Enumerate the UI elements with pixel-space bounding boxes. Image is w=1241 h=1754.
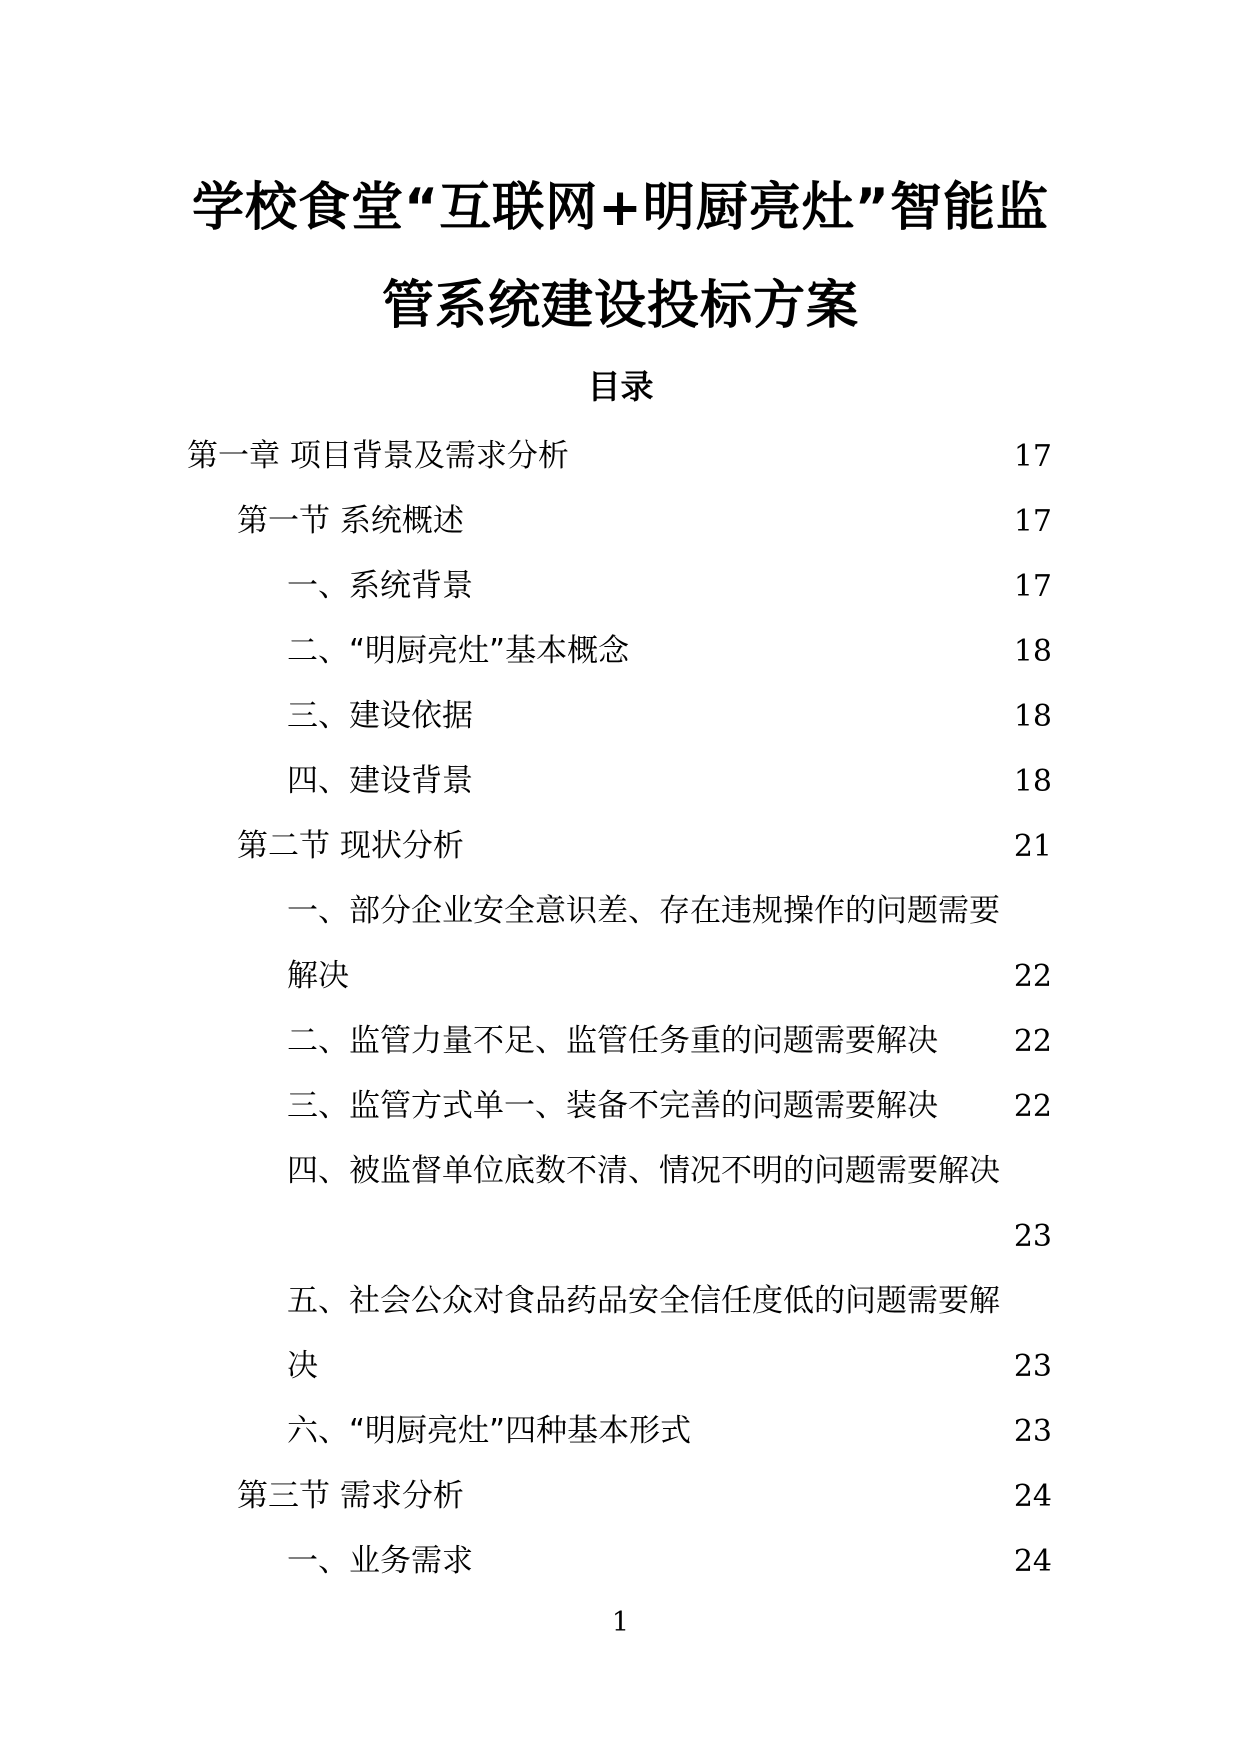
toc-entry-page: 18 [1013,699,1052,734]
toc-entry-text: 二、监管力量不足、监管任务重的问题需要解决 [287,1023,938,1059]
toc-entry-page: 17 [1013,504,1052,539]
toc-entry-page: 22 [1013,959,1052,994]
toc-entry-text: 六、“明厨亮灶”四种基本形式 [287,1413,692,1449]
toc-entry-text-line-1: 一、部分企业安全意识差、存在违规操作的问题需要 [287,893,1000,929]
toc-entry-text: 第一章 项目背景及需求分析 [187,438,569,474]
toc-entry-page: 23 [1013,1349,1052,1384]
toc-entry-text: 四、被监督单位底数不清、情况不明的问题需要解决 [287,1153,1000,1189]
toc-entry-page: 22 [1013,1024,1052,1059]
toc-entry-page: 24 [1013,1479,1052,1514]
toc-entry-item[interactable] [187,554,1052,619]
toc-entry-chapter-1[interactable] [187,424,1052,489]
toc-entry-page: 22 [1013,1089,1052,1124]
toc-entry-text-line-2: 决 [287,1348,318,1384]
toc-entry-section-2[interactable] [187,814,1052,879]
toc-entry-page: 21 [1013,829,1052,864]
toc-entry-text: 第二节 现状分析 [237,828,464,864]
toc-entry-text: 三、监管方式单一、装备不完善的问题需要解决 [287,1088,938,1124]
toc-entry-text-line-2: 解决 [287,958,349,994]
document-title-line-1: 学校食堂“互联网+明厨亮灶”智能监 [192,178,1049,238]
document-title-line-2: 管系统建设投标方案 [381,276,859,336]
toc-entry-text [287,1269,1052,1399]
toc-entry-page: 18 [1013,764,1052,799]
toc-entry-item[interactable] [187,1139,1052,1269]
toc-entry-text: 三、建设依据 [287,698,473,734]
toc-entry-text: 一、业务需求 [287,1543,473,1579]
toc-entry-page: 24 [1013,1544,1052,1579]
toc-entry-text-line-1: 五、社会公众对食品药品安全信任度低的问题需要解 [287,1283,1000,1319]
toc-entry-item[interactable] [187,1074,1052,1139]
toc-entry-section-3[interactable] [187,1464,1052,1529]
toc-entry-text [287,879,1052,1009]
toc-entry-text: 第三节 需求分析 [237,1478,464,1514]
table-of-contents [187,424,1052,1594]
toc-entry-text: 一、系统背景 [287,568,473,604]
page-number: 1 [611,1607,630,1638]
toc-entry-page: 23 [1013,1219,1052,1254]
toc-heading: 目录 [587,367,654,406]
toc-entry-item[interactable] [187,684,1052,749]
toc-entry-text: 四、建设背景 [287,763,473,799]
toc-entry-text: 第一节 系统概述 [237,503,464,539]
toc-entry-item[interactable] [187,1529,1052,1594]
toc-entry-item[interactable] [187,1009,1052,1074]
toc-entry-item[interactable] [187,879,1052,1009]
toc-entry-text: 二、“明厨亮灶”基本概念 [287,633,630,669]
toc-entry-page: 18 [1013,634,1052,669]
toc-entry-page: 23 [1013,1414,1052,1449]
toc-entry-item[interactable] [187,749,1052,814]
toc-entry-item[interactable] [187,1399,1052,1464]
toc-entry-item[interactable] [187,1269,1052,1399]
toc-entry-item[interactable] [187,619,1052,684]
toc-entry-section-1[interactable] [187,489,1052,554]
toc-entry-page: 17 [1013,569,1052,604]
toc-entry-page: 17 [1013,439,1052,474]
